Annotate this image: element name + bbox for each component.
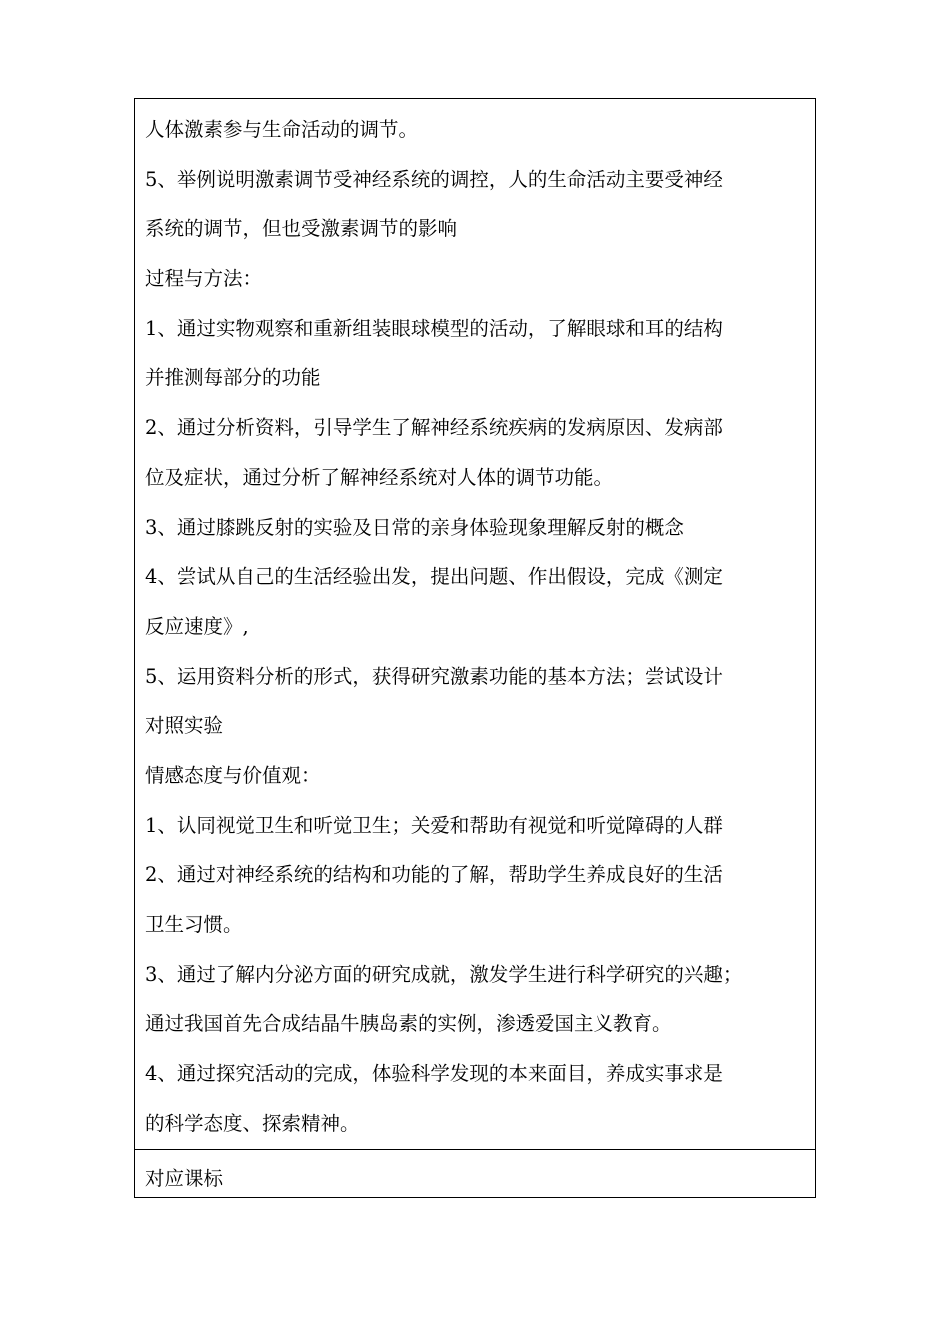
text-line: 4、尝试从自己的生活经验出发，提出问题、作出假设，完成《测定	[145, 565, 723, 589]
text-line: 系统的调节，但也受激素调节的影响	[145, 217, 458, 241]
text-line: 1、认同视觉卫生和听觉卫生；关爱和帮助有视觉和听觉障碍的人群	[145, 813, 723, 837]
standards-cell	[135, 1149, 815, 1197]
text-line: 2、通过分析资料，引导学生了解神经系统疾病的发病原因、发病部	[145, 416, 723, 440]
text-line: 1、通过实物观察和重新组装眼球模型的活动，了解眼球和耳的结构	[145, 316, 723, 340]
lesson-plan-table	[134, 98, 816, 1198]
objectives-cell	[135, 99, 815, 1149]
text-line: 反应速度》,	[145, 614, 249, 638]
text-line: 3、通过了解内分泌方面的研究成就，激发学生进行科学研究的兴趣；	[145, 962, 743, 986]
text-line: 3、通过膝跳反射的实验及日常的亲身体验现象理解反射的概念	[145, 515, 684, 539]
text-line: 人体激素参与生命活动的调节。	[145, 118, 419, 141]
text-line: 的科学态度、探索精神。	[145, 1111, 360, 1135]
text-line: 并推测每部分的功能	[145, 366, 321, 390]
text-line: 5、运用资料分析的形式，获得研究激素功能的基本方法；尝试设计	[145, 664, 723, 688]
section-heading-process-methods: 过程与方法：	[145, 267, 263, 291]
text-line: 5、举例说明激素调节受神经系统的调控，人的生命活动主要受神经	[145, 167, 723, 191]
text-line: 2、通过对神经系统的结构和功能的了解，帮助学生养成良好的生活	[145, 863, 723, 887]
text-line: 卫生习惯。	[145, 913, 243, 936]
section-heading-emotion-values: 情感态度与价值观：	[145, 763, 321, 787]
text-line: 通过我国首先合成结晶牛胰岛素的实例，渗透爱国主义教育。	[145, 1012, 672, 1036]
text-line: 位及症状，通过分析了解神经系统对人体的调节功能。	[145, 465, 614, 489]
standards-label: 对应课标	[145, 1167, 224, 1190]
text-line: 对照实验	[145, 714, 224, 738]
text-line: 4、通过探究活动的完成，体验科学发现的本来面目，养成实事求是	[145, 1062, 723, 1086]
